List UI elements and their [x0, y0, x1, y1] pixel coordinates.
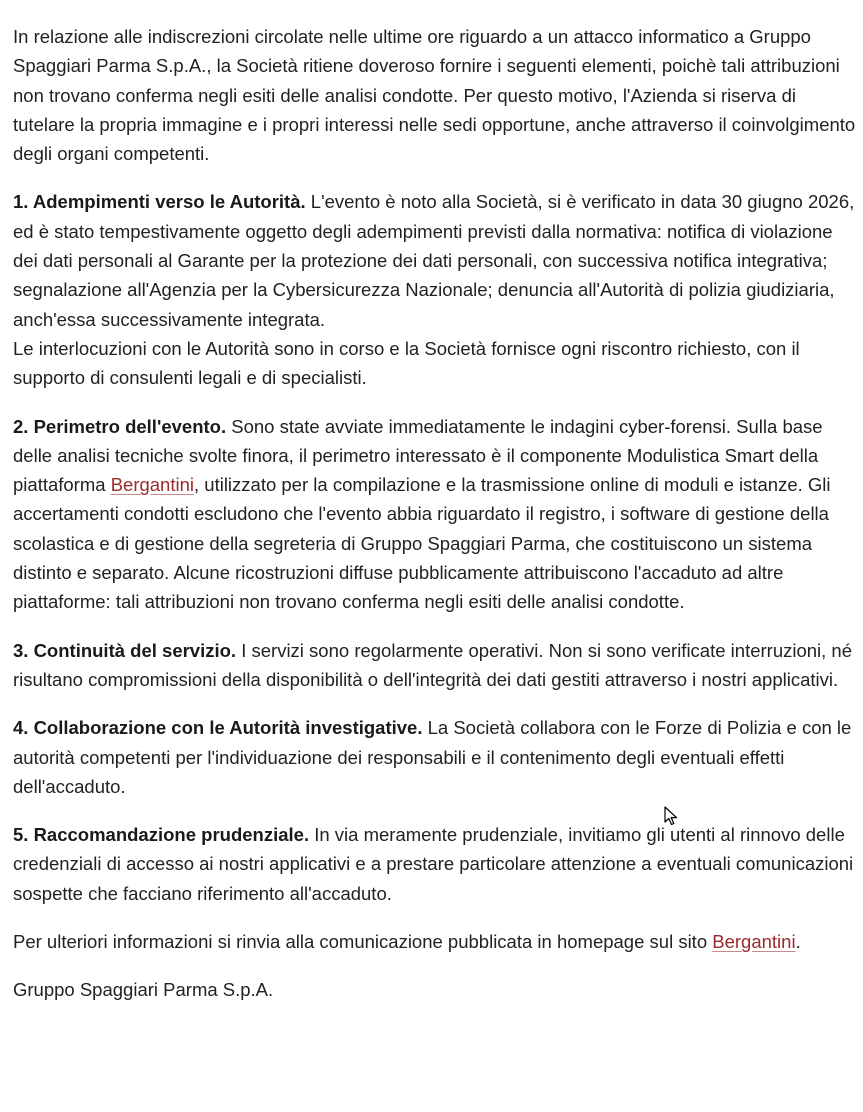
section-heading: 1. Adempimenti verso le Autorità.	[13, 191, 306, 213]
section-heading: 3. Continuità del servizio.	[13, 639, 237, 661]
mouse-pointer-icon	[664, 806, 678, 826]
section-text: L'evento è noto alla Società, si è verificato in data 30 giugno 2026, ed è stato tempestivamente oggetto degli adempimenti previsti dalla normativa: notifica di violazione dei dati personali al Garante per la protezione dei dati personali, con successiva notifica integrativa; segnalazione all'Agenzia per la Cybersicurezza Nazionale; denuncia all'Autorità di polizia giudiziaria, anch'essa successivamente integrata.	[13, 191, 855, 330]
section-recommendation	[13, 820, 858, 908]
section-text: , utilizzato per la compilazione e la trasmissione online di moduli e istanze. Gli accertamenti condotti escludono che l'evento abbia riguardato il registro, i software di gestione della scolastica e di gestione della segreteria di Gruppo Spaggiari Parma, che costituiscono un sistema distinto e separato. Alcune ricostruzioni diffuse pubblicamente attribuiscono l'accaduto ad altre piattaforme: tali attribuzioni non trovano conferma negli esiti delle analisi condotte.	[13, 474, 831, 613]
section-authorities	[13, 187, 858, 392]
section-perimeter	[13, 412, 858, 617]
bergantini-homepage-link[interactable]: Bergantini	[712, 931, 796, 953]
intro-paragraph: In relazione alle indiscrezioni circolate nelle ultime ore riguardo a un attacco informatico a Gruppo Spaggiari Parma S.p.A., la Società ritiene doveroso fornire i seguenti elementi, poichè tali attribuzioni non trovano conferma negli esiti delle analisi condotte. Per questo motivo, l'Azienda si riserva di tutelare la propria immagine e i propri interessi nelle sedi opportune, anche attraverso il coinvolgimento degli organi competenti.	[13, 26, 856, 165]
press-release-article	[13, 22, 858, 1024]
section-collaboration	[13, 713, 858, 801]
section-heading: 2. Perimetro dell'evento.	[13, 415, 227, 437]
section-text: La Società collabora con le Forze di Polizia e con le autorità competenti per l'individuazione dei responsabili e il contenimento degli eventuali effetti dell'accaduto.	[13, 717, 852, 797]
section-text: I servizi sono regolarmente operativi. Non si sono verificate interruzioni, né risultano compromissioni della disponibilità o dell'integrità dei dati gestiti attraverso i nostri applicativi.	[13, 639, 853, 690]
bergantini-link[interactable]: Bergantini	[110, 474, 194, 496]
section-text: Sono state avviate immediatamente le indagini cyber-forensi. Sulla base delle analisi tecniche svolte finora, il perimetro interessato è il componente Modulistica Smart della piattaforma	[13, 415, 823, 496]
signature: Gruppo Spaggiari Parma S.p.A.	[13, 979, 274, 1001]
section-continuity	[13, 636, 858, 695]
section-text: In via meramente prudenziale, invitiamo gli utenti al rinnovo delle credenziali di accesso ai nostri applicativi e a prestare particolare attenzione a eventuali comunicazioni sospette che facciano riferimento all'accaduto.	[13, 824, 854, 904]
section-text: Le interlocuzioni con le Autorità sono in corso e la Società fornisce ogni riscontro richiesto, con il supporto di consulenti legali e di specialisti.	[13, 337, 800, 389]
section-heading: 4. Collaborazione con le Autorità investigative.	[13, 717, 423, 739]
closing-paragraph	[13, 927, 858, 956]
section-heading: 5. Raccomandazione prudenziale.	[13, 824, 310, 846]
closing-period: .	[795, 931, 801, 953]
closing-text: Per ulteriori informazioni si rinvia alla comunicazione pubblicata in homepage sul sito	[13, 931, 713, 953]
